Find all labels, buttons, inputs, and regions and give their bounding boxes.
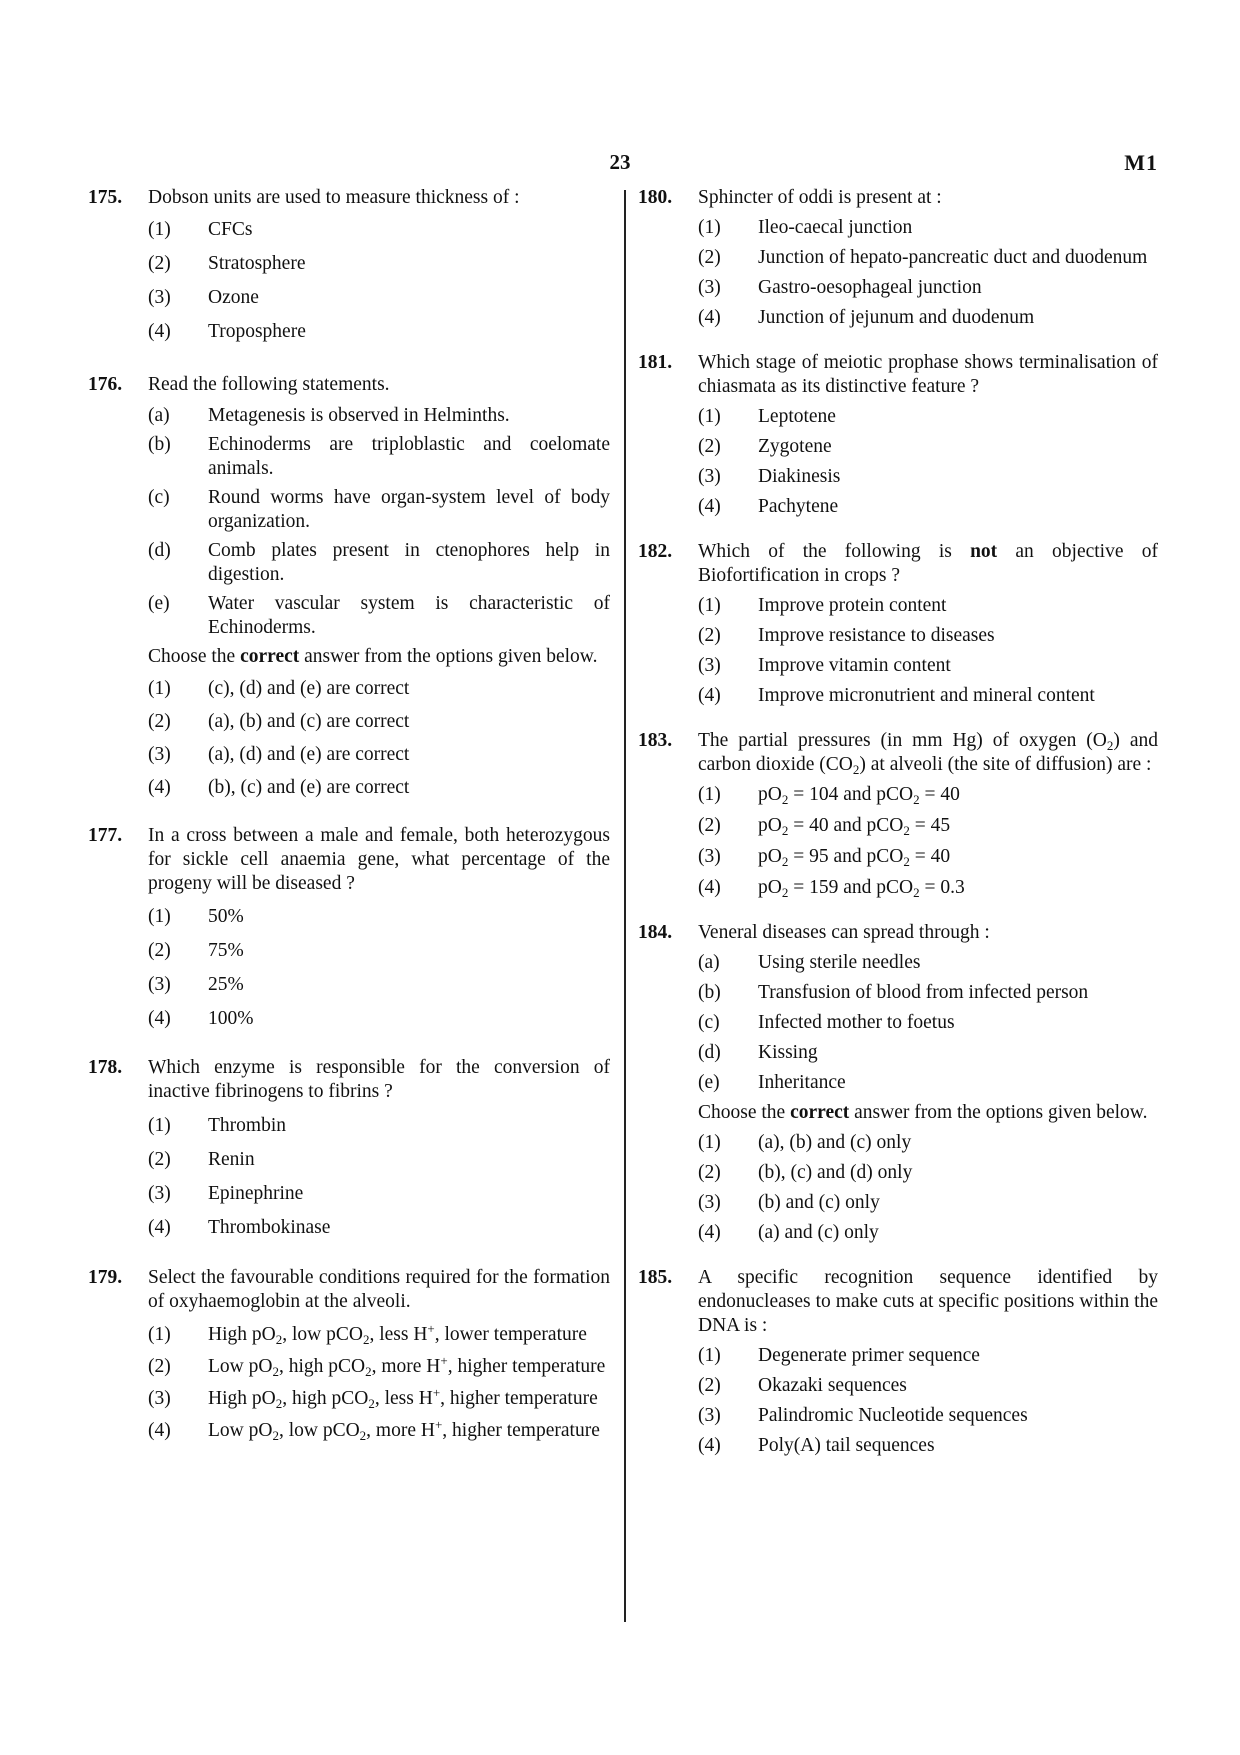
- question-text: The partial pressures (in mm Hg) of oxygen $(O_2)$ and carbon dioxide $(CO_2)$ at alveoli (the site of diffusion) are :: [698, 730, 1158, 777]
- question-177: [88, 824, 610, 1031]
- option-label: (1): [148, 678, 171, 699]
- question-176: [88, 373, 610, 800]
- statement-b: [148, 433, 610, 481]
- question-number: 181.: [638, 352, 673, 373]
- statement-text: Transfusion of blood from infected person: [758, 982, 1089, 1003]
- option-label: (1): [698, 1132, 721, 1153]
- option-label: (2): [698, 1375, 721, 1396]
- option-2: [148, 710, 610, 734]
- option-label: (1): [148, 1324, 171, 1345]
- option-1: [148, 1114, 610, 1138]
- option-label: (4): [148, 1217, 171, 1238]
- option-text: (b), (c) and (d) only: [758, 1162, 913, 1183]
- option-label: (4): [698, 307, 721, 328]
- option-text: Diakinesis: [758, 466, 841, 487]
- statement-text: Round worms have organ-system level of body organization.: [208, 487, 610, 532]
- option-label: (4): [698, 1222, 721, 1243]
- option-1: [148, 218, 610, 242]
- instruction-text: Choose the correct answer from the options given below.: [698, 1102, 1148, 1123]
- option-1: [698, 1344, 1158, 1368]
- option-label: (1): [698, 1345, 721, 1366]
- option-label: (2): [148, 1149, 171, 1170]
- option-label: (1): [698, 595, 721, 616]
- option-label: (1): [698, 406, 721, 427]
- statement-label: (e): [698, 1072, 720, 1093]
- option-text: Improve vitamin content: [758, 655, 951, 676]
- option-text: Epinephrine: [208, 1183, 304, 1204]
- option-label: (2): [148, 253, 171, 274]
- column-divider: [624, 190, 626, 1622]
- option-2: [148, 252, 610, 276]
- question-text: Which enzyme is responsible for the conversion of inactive fibrinogens to fibrins ?: [148, 1057, 610, 1102]
- statement-d: [698, 1041, 1158, 1065]
- page-number: 23: [609, 150, 631, 174]
- option-label: (4): [148, 1420, 171, 1441]
- statement-label: (b): [148, 434, 171, 455]
- option-label: (2): [698, 815, 721, 836]
- question-number: 182.: [638, 541, 673, 562]
- option-text: CFCs: [208, 219, 253, 240]
- option-4: [148, 1216, 610, 1240]
- option-label: (3): [148, 974, 171, 995]
- option-text: (a), (b) and (c) only: [758, 1132, 912, 1153]
- option-text: Okazaki sequences: [758, 1375, 907, 1396]
- option-label: (2): [698, 1162, 721, 1183]
- option-3: [698, 276, 1158, 300]
- statement-text: Inheritance: [758, 1072, 846, 1093]
- question-text: Veneral diseases can spread through :: [698, 922, 990, 943]
- statement-d: [148, 539, 610, 587]
- option-label: (3): [698, 466, 721, 487]
- statement-text: Using sterile needles: [758, 952, 921, 973]
- option-text: (a), (d) and (e) are correct: [208, 744, 410, 765]
- option-3: [698, 465, 1158, 489]
- option-label: (3): [698, 277, 721, 298]
- option-label: (4): [148, 1008, 171, 1029]
- option-text: Renin: [208, 1149, 255, 1170]
- option-2: [148, 1355, 610, 1379]
- option-label: (3): [698, 1192, 721, 1213]
- option-label: (2): [148, 711, 171, 732]
- option-3: [148, 1182, 610, 1206]
- option-text: $pO_2 = 159$ and pCO$_2$ = 0.3: [758, 877, 965, 900]
- question-184: [638, 921, 1158, 1245]
- statement-label: (d): [698, 1042, 721, 1063]
- option-text: Improve protein content: [758, 595, 947, 616]
- option-3: [148, 743, 610, 767]
- option-text: Thrombin: [208, 1115, 286, 1136]
- option-label: (4): [698, 1435, 721, 1456]
- question-text: A specific recognition sequence identified by endonucleases to make cuts at specific positions within the DNA is :: [698, 1267, 1158, 1336]
- option-label: (3): [148, 287, 171, 308]
- option-1: [698, 594, 1158, 618]
- option-4: [698, 684, 1158, 708]
- option-label: (3): [148, 1183, 171, 1204]
- option-text: $pO_2 = 40$ and pCO$_2$ = 45: [758, 815, 951, 838]
- option-4: [698, 495, 1158, 519]
- option-text: Low $pO_2$, low pCO$_2$, more H+, higher temperature: [208, 1417, 600, 1443]
- paper-code: M1: [1124, 150, 1158, 175]
- option-3: [698, 845, 1158, 869]
- option-label: (4): [698, 685, 721, 706]
- question-text: Sphincter of oddi is present at :: [698, 187, 942, 208]
- question-number: 178.: [88, 1057, 123, 1078]
- option-3: [698, 654, 1158, 678]
- option-label: (1): [148, 219, 171, 240]
- option-4: [148, 1007, 610, 1031]
- option-label: (4): [148, 777, 171, 798]
- option-1: [698, 216, 1158, 240]
- option-text: Junction of jejunum and duodenum: [758, 307, 1035, 328]
- option-label: (4): [148, 321, 171, 342]
- emphasis-text: correct: [790, 1102, 850, 1123]
- question-number: 185.: [638, 1267, 673, 1288]
- option-text: Pachytene: [758, 496, 839, 517]
- option-4: [148, 776, 610, 800]
- question-181: [638, 351, 1158, 519]
- option-2: [698, 246, 1158, 270]
- question-number: 183.: [638, 730, 673, 751]
- emphasis-text: correct: [240, 646, 300, 667]
- option-label: (1): [698, 784, 721, 805]
- option-label: (2): [698, 625, 721, 646]
- option-label: (2): [148, 940, 171, 961]
- option-3: [148, 286, 610, 310]
- option-label: (4): [698, 877, 721, 898]
- option-3: [148, 973, 610, 997]
- question-number: 176.: [88, 374, 123, 395]
- statement-text: Infected mother to foetus: [758, 1012, 955, 1033]
- option-4: [148, 320, 610, 344]
- question-175: [88, 186, 610, 344]
- option-2: [698, 1161, 1158, 1185]
- option-text: Junction of hepato-pancreatic duct and duodenum: [758, 247, 1148, 268]
- option-text: $pO_2 = 104$ and pCO$_2$ = 40: [758, 784, 960, 807]
- statement-e: [148, 592, 610, 640]
- option-2: [698, 814, 1158, 838]
- option-2: [148, 939, 610, 963]
- option-label: (4): [698, 496, 721, 517]
- option-1: [148, 905, 610, 929]
- option-4: [698, 306, 1158, 330]
- option-1: [698, 405, 1158, 429]
- option-2: [698, 1374, 1158, 1398]
- option-text: 100%: [208, 1008, 254, 1029]
- option-label: (3): [698, 655, 721, 676]
- option-text: (b), (c) and (e) are correct: [208, 777, 410, 798]
- emphasis-text: not: [970, 541, 998, 562]
- statement-text: Comb plates present in ctenophores help in digestion.: [208, 540, 610, 585]
- option-text: High $pO_2$, low pCO$_2$, less H+, lower temperature: [208, 1321, 587, 1347]
- question-text: Which stage of meiotic prophase shows terminalisation of chiasmata as its distinctive feature ?: [698, 352, 1158, 397]
- option-text: Leptotene: [758, 406, 836, 427]
- statement-label: (b): [698, 982, 721, 1003]
- question-number: 180.: [638, 187, 673, 208]
- right-column: [638, 186, 1158, 1458]
- statement-c: [698, 1011, 1158, 1035]
- option-text: 25%: [208, 974, 244, 995]
- statement-label: (c): [148, 487, 170, 508]
- statement-text: Kissing: [758, 1042, 818, 1063]
- statement-label: (e): [148, 593, 170, 614]
- left-column: [88, 186, 610, 1443]
- question-text: Which of the following is not an objective of Biofortification in crops ?: [698, 541, 1158, 586]
- question-number: 177.: [88, 825, 123, 846]
- option-label: (2): [698, 436, 721, 457]
- statement-label: (a): [148, 405, 170, 426]
- option-text: (a) and (c) only: [758, 1222, 879, 1243]
- option-3: [698, 1404, 1158, 1428]
- option-text: Ozone: [208, 287, 259, 308]
- option-text: (c), (d) and (e) are correct: [208, 678, 410, 699]
- statement-label: (c): [698, 1012, 720, 1033]
- option-text: Low $pO_2$, high pCO$_2$, more H+, higher temperature: [208, 1353, 606, 1379]
- option-text: $pO_2 = 95$ and pCO$_2$ = 40: [758, 846, 951, 869]
- option-4: [698, 1221, 1158, 1245]
- statement-a: [148, 404, 610, 428]
- option-label: (2): [148, 1356, 171, 1377]
- option-text: 50%: [208, 906, 244, 927]
- option-text: Improve micronutrient and mineral content: [758, 685, 1095, 706]
- option-label: (3): [698, 1405, 721, 1426]
- option-text: (b) and (c) only: [758, 1192, 880, 1213]
- option-label: (1): [148, 906, 171, 927]
- question-182: [638, 540, 1158, 708]
- option-text: Zygotene: [758, 436, 832, 457]
- statement-text: Echinoderms are triploblastic and coelomate animals.: [208, 434, 610, 479]
- option-label: (3): [148, 744, 171, 765]
- option-label: (1): [698, 217, 721, 238]
- option-4: [698, 876, 1158, 900]
- option-2: [698, 624, 1158, 648]
- option-label: (3): [148, 1388, 171, 1409]
- option-text: Improve resistance to diseases: [758, 625, 995, 646]
- statement-b: [698, 981, 1158, 1005]
- option-text: Thrombokinase: [208, 1217, 331, 1238]
- option-text: Stratosphere: [208, 253, 306, 274]
- statement-label: (d): [148, 540, 171, 561]
- option-text: Degenerate primer sequence: [758, 1345, 980, 1366]
- option-3: [698, 1191, 1158, 1215]
- option-text: Poly(A) tail sequences: [758, 1435, 935, 1456]
- option-1: [698, 783, 1158, 807]
- question-number: 175.: [88, 187, 123, 208]
- instruction-text: Choose the correct answer from the options given below.: [148, 646, 598, 667]
- statement-a: [698, 951, 1158, 975]
- question-text: Read the following statements.: [148, 374, 390, 395]
- statement-text: Metagenesis is observed in Helminths.: [208, 405, 510, 426]
- option-text: Ileo-caecal junction: [758, 217, 913, 238]
- question-text: Select the favourable conditions required for the formation of oxyhaemoglobin at the alveoli.: [148, 1267, 610, 1312]
- question-number: 184.: [638, 922, 673, 943]
- question-number: 179.: [88, 1267, 123, 1288]
- option-text: High $pO_2$, high pCO$_2$, less H+, higher temperature: [208, 1385, 598, 1411]
- statement-e: [698, 1071, 1158, 1095]
- option-text: Troposphere: [208, 321, 306, 342]
- question-178: [88, 1056, 610, 1240]
- question-183: [638, 729, 1158, 900]
- statement-label: (a): [698, 952, 720, 973]
- option-2: [148, 1148, 610, 1172]
- question-text: Dobson units are used to measure thickness of :: [148, 187, 520, 208]
- question-185: [638, 1266, 1158, 1458]
- option-4: [698, 1434, 1158, 1458]
- option-text: Gastro-oesophageal junction: [758, 277, 982, 298]
- option-label: (3): [698, 846, 721, 867]
- option-1: [698, 1131, 1158, 1155]
- option-text: 75%: [208, 940, 244, 961]
- option-label: (1): [148, 1115, 171, 1136]
- option-label: (2): [698, 247, 721, 268]
- question-180: [638, 186, 1158, 330]
- question-179: [88, 1266, 610, 1443]
- option-text: Palindromic Nucleotide sequences: [758, 1405, 1028, 1426]
- option-1: [148, 677, 610, 701]
- option-2: [698, 435, 1158, 459]
- option-1: [148, 1323, 610, 1347]
- option-text: (a), (b) and (c) are correct: [208, 711, 410, 732]
- option-3: [148, 1387, 610, 1411]
- question-text: In a cross between a male and female, both heterozygous for sickle cell anaemia gene, what percentage of the progeny will be diseased ?: [148, 825, 610, 894]
- statement-text: Water vascular system is characteristic of Echinoderms.: [208, 593, 610, 638]
- option-4: [148, 1419, 610, 1443]
- statement-c: [148, 486, 610, 534]
